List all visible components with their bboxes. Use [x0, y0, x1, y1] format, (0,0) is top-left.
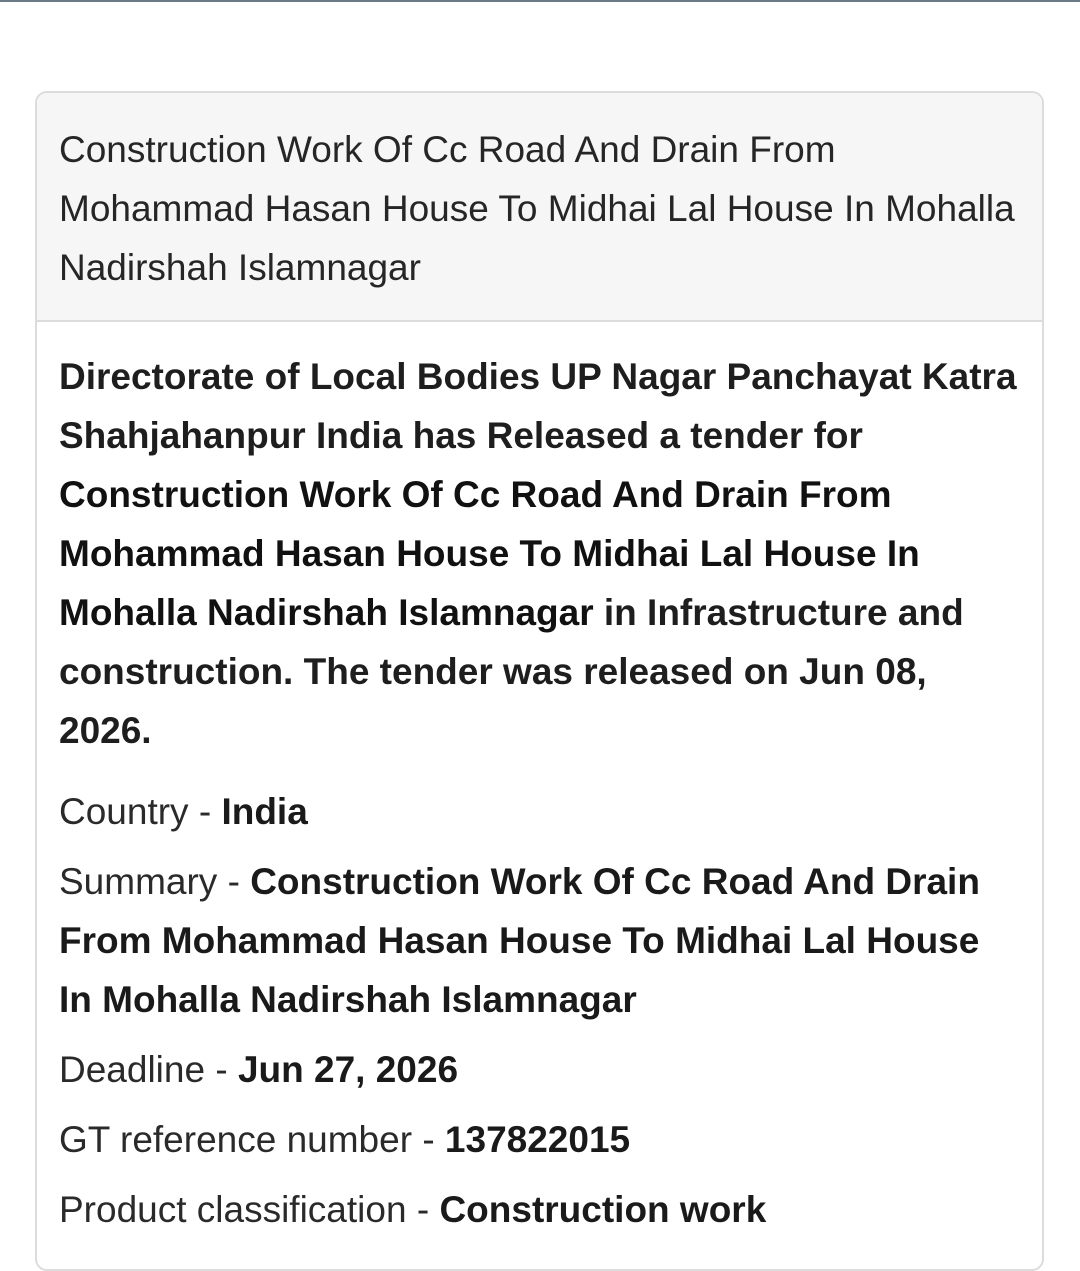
tender-card [35, 91, 1044, 1271]
tender-body [37, 322, 1042, 1239]
intro-prefix: Directorate of Local Bodies UP Nagar Panchayat Katra Shahjahanpur India has Released a tender for [59, 356, 1017, 456]
detail-country [59, 782, 1020, 841]
detail-label: Summary - [59, 861, 251, 902]
intro-subject: Construction Work Of Cc Road And Drain From Mohammad Hasan House To Midhai Lal House In Mohalla Nadirshah Islamnagar [59, 474, 920, 633]
detail-label: Deadline - [59, 1049, 238, 1090]
detail-value: India [221, 791, 308, 832]
detail-label: Product classification - [59, 1189, 440, 1230]
tender-title[interactable]: Construction Work Of Cc Road And Drain From Mohammad Hasan House To Midhai Lal House In Mohalla Nadirshah Islamnagar [37, 93, 1042, 322]
detail-summary [59, 852, 1020, 1029]
detail-label: GT reference number - [59, 1119, 445, 1160]
top-divider [0, 0, 1080, 2]
tender-intro [59, 347, 1020, 760]
detail-value: Construction Work Of Cc Road And Drain From Mohammad Hasan House To Midhai Lal House In Mohalla Nadirshah Islamnagar [59, 861, 980, 1020]
detail-value: Construction work [439, 1189, 767, 1230]
detail-deadline [59, 1040, 1020, 1099]
detail-value: 137822015 [444, 1119, 631, 1160]
detail-value: Jun 27, 2026 [237, 1049, 459, 1090]
intro-suffix: in Infrastructure and construction. The tender was released on Jun 08, 2026. [59, 592, 964, 751]
detail-product-classification [59, 1180, 1020, 1239]
detail-gt-reference [59, 1110, 1020, 1169]
detail-label: Country - [59, 791, 222, 832]
